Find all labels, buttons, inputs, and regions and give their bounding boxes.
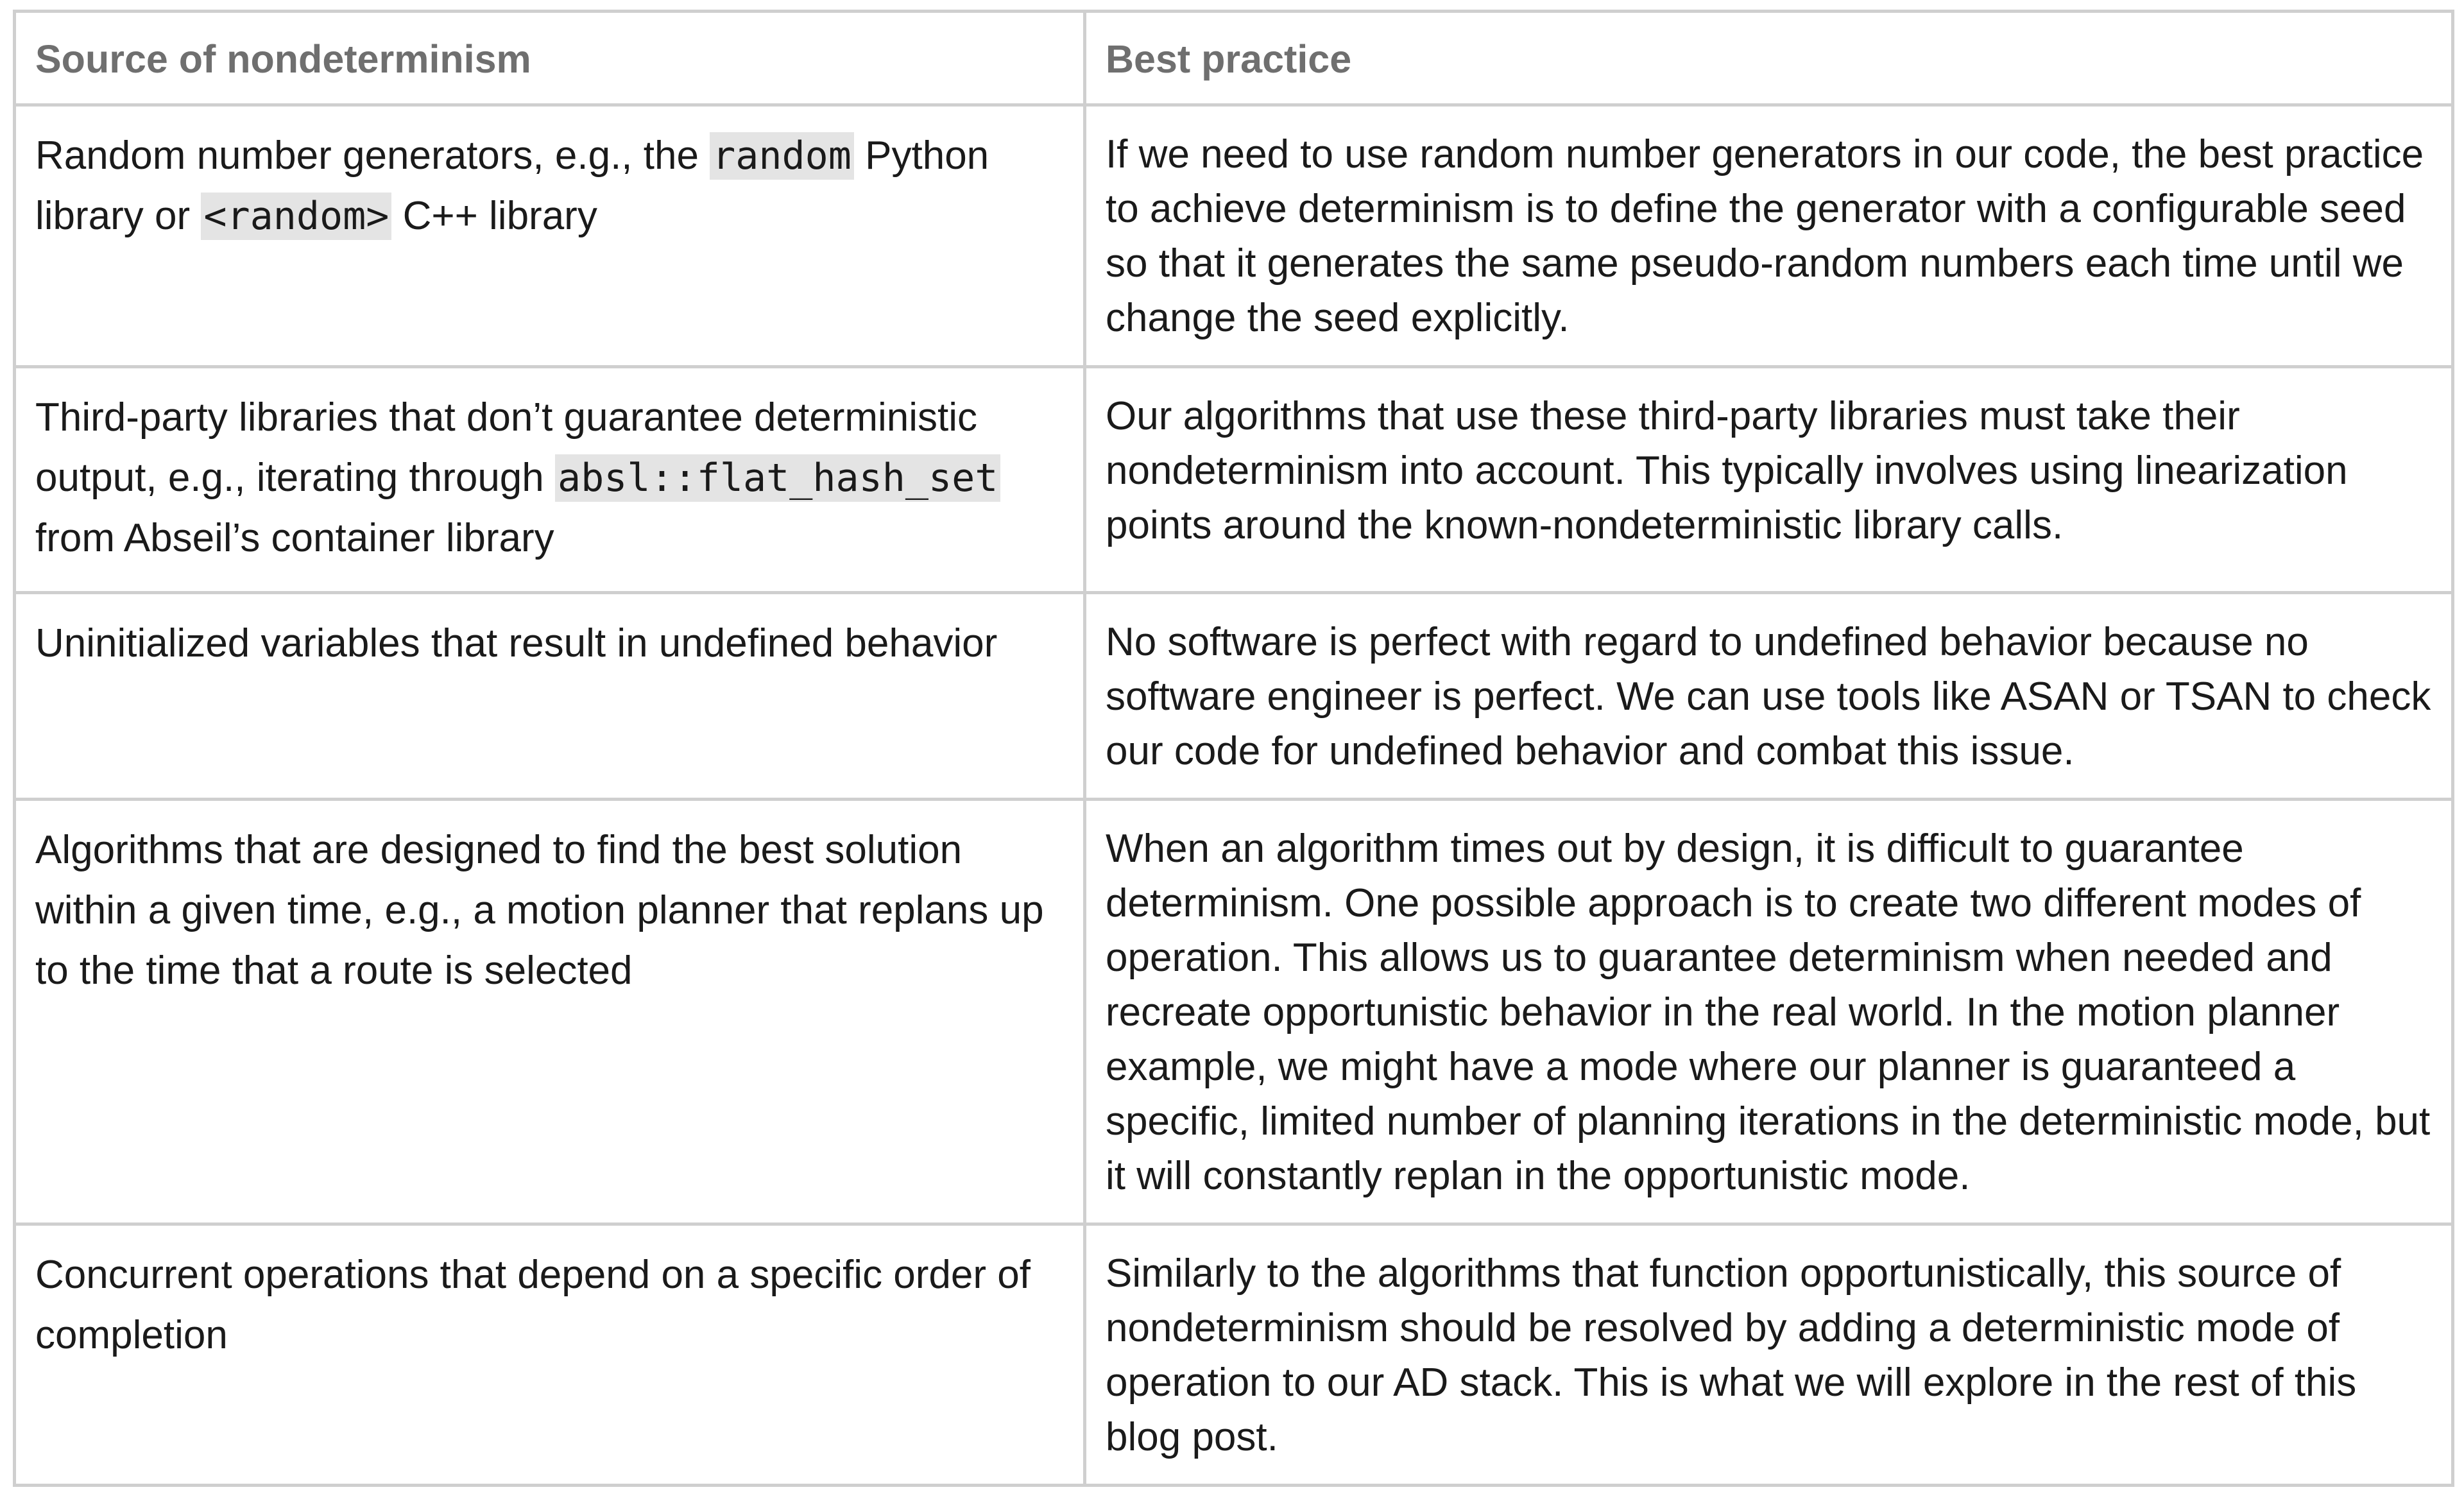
table-row bbox=[15, 800, 2453, 1224]
header-source: Source of nondeterminism bbox=[15, 12, 1085, 105]
cell-text: Random number generators, e.g., the bbox=[35, 133, 710, 178]
cell-text: Python library or bbox=[35, 133, 989, 238]
table-row bbox=[15, 367, 2453, 593]
source-cell bbox=[15, 367, 1085, 593]
header-row bbox=[15, 12, 2453, 105]
inline-code: absl::flat_hash_set bbox=[555, 454, 1000, 502]
source-cell bbox=[15, 593, 1085, 800]
practice-cell: When an algorithm times out by design, it is difficult to guarantee determinism. One possible approach is to create two different modes of operation. This allows us to guarantee determinism when needed and recreate opportunistic behavior in the real world. In the motion planner example, we might have a mode where our planner is guaranteed a specific, limited number of planning iterations in the deterministic mode, but it will constantly replan in the opportunistic mode. bbox=[1085, 800, 2453, 1224]
nondeterminism-table-container bbox=[13, 10, 2451, 1487]
cell-text: Concurrent operations that depend on a specific order of completion bbox=[35, 1253, 1031, 1357]
cell-text: C++ library bbox=[391, 194, 597, 238]
cell-text: Uninitialized variables that result in undefined behavior bbox=[35, 621, 998, 665]
practice-cell: No software is perfect with regard to undefined behavior because no software engineer is perfect. We can use tools like ASAN or TSAN to check our code for undefined behavior and combat this issue. bbox=[1085, 593, 2453, 800]
source-cell bbox=[15, 105, 1085, 367]
practice-cell: Similarly to the algorithms that function opportunistically, this source of nondeterminism should be resolved by adding a deterministic mode of operation to our AD stack. This is what we will explore in the rest of this blog post. bbox=[1085, 1224, 2453, 1486]
header-best-practice: Best practice bbox=[1085, 12, 2453, 105]
practice-cell: If we need to use random number generators in our code, the best practice to achieve determinism is to define the generator with a configurable seed so that it generates the same pseudo-random numbers each time until we change the seed explicitly. bbox=[1085, 105, 2453, 367]
cell-text: from Abseil’s container library bbox=[35, 516, 554, 560]
nondeterminism-table bbox=[13, 10, 2454, 1487]
practice-cell: Our algorithms that use these third-party libraries must take their nondeterminism into account. This typically involves using linearization points around the known-nondeterministic library calls. bbox=[1085, 367, 2453, 593]
table-row bbox=[15, 593, 2453, 800]
cell-text: Algorithms that are designed to find the best solution within a given time, e.g., a motion planner that replans up to the time that a route is selected bbox=[35, 828, 1044, 993]
source-cell bbox=[15, 800, 1085, 1224]
table-row bbox=[15, 105, 2453, 367]
inline-code: <random> bbox=[201, 193, 391, 240]
table-row bbox=[15, 1224, 2453, 1486]
cell-text: Third-party libraries that don’t guarantee deterministic output, e.g., iterating through bbox=[35, 395, 978, 500]
inline-code: random bbox=[710, 132, 854, 180]
source-cell bbox=[15, 1224, 1085, 1486]
